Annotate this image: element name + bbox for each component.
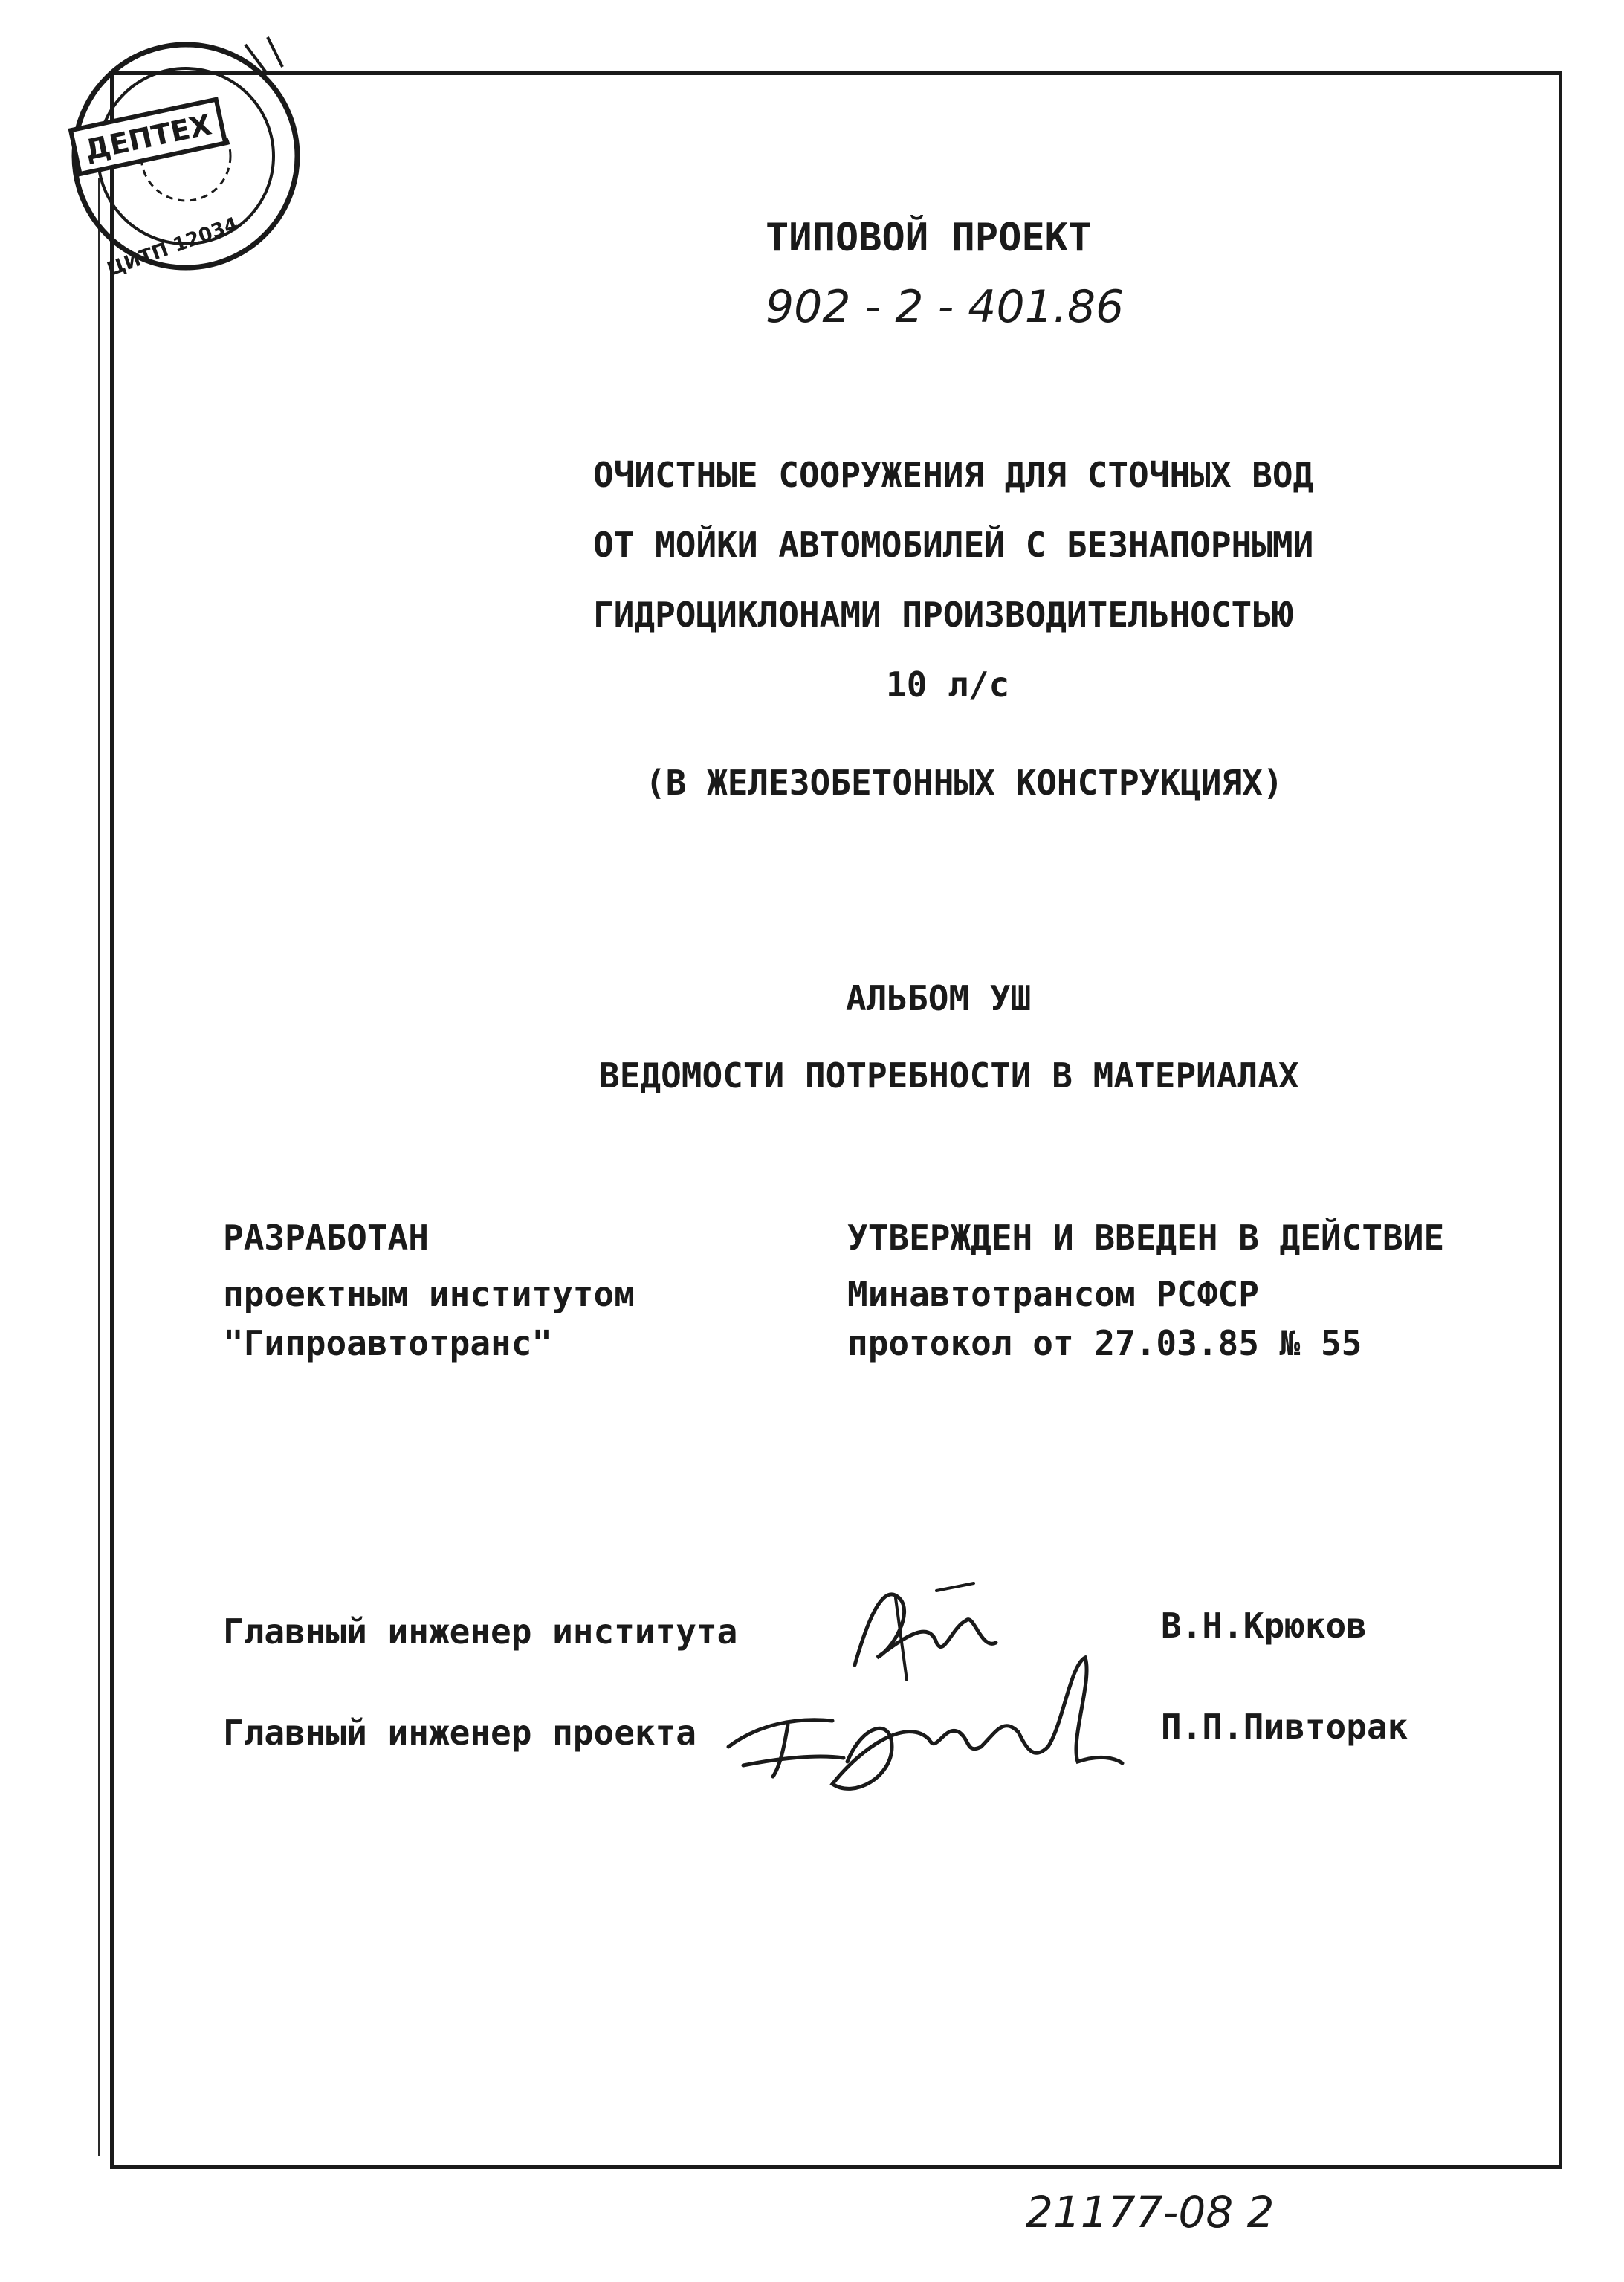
approved-line-1: Минавтотрансом РСФСР	[847, 1274, 1259, 1314]
approved-line-2: протокол от 27.03.85 № 55	[847, 1323, 1362, 1363]
title-line-1: ОЧИСТНЫЕ СООРУЖЕНИЯ ДЛЯ СТОЧНЫХ ВОД	[593, 455, 1314, 495]
stamp-text-top: ДЕПТЕХ	[82, 108, 215, 167]
album-label: АЛЬБОМ УШ	[846, 978, 1032, 1018]
developed-line-1: проектным институтом	[223, 1274, 635, 1314]
signature-scribble-2	[714, 1635, 1130, 1821]
title-line-3: ГИДРОЦИКЛОНАМИ ПРОИЗВОДИТЕЛЬНОСТЬЮ	[593, 595, 1293, 635]
album-description: ВЕДОМОСТИ ПОТРЕБНОСТИ В МАТЕРИАЛАХ	[599, 1056, 1299, 1096]
approved-heading: УТВЕРЖДЕН И ВВЕДЕН В ДЕЙСТВИЕ	[847, 1218, 1445, 1258]
developed-heading: РАЗРАБОТАН	[223, 1218, 429, 1258]
inventory-number: 21177-08 2	[1026, 2187, 1275, 2237]
frame-left-rule	[98, 178, 100, 2156]
project-label: ТИПОВОЙ ПРОЕКТ	[766, 216, 1092, 260]
signature-role-1: Главный инженер института	[223, 1612, 738, 1652]
title-line-2: ОТ МОЙКИ АВТОМОБИЛЕЙ С БЕЗНАПОРНЫМИ	[593, 525, 1314, 565]
title-line-4: 10 л/с	[886, 665, 1010, 705]
title-subtitle: (В ЖЕЛЕЗОБЕТОННЫХ КОНСТРУКЦИЯХ)	[645, 763, 1284, 803]
signature-name-2: П.П.Пивторак	[1161, 1707, 1408, 1747]
seal-stamp	[45, 30, 305, 282]
developed-line-2: "Гипроавтотранс"	[223, 1323, 553, 1363]
signature-name-1: В.Н.Крюков	[1161, 1606, 1367, 1646]
signature-role-2: Главный инженер проекта	[223, 1713, 696, 1753]
page-frame	[110, 71, 1562, 2169]
stamp-text-bottom: ЦИТП 12034	[104, 213, 242, 282]
project-number: 902 - 2 - 401.86	[766, 281, 1125, 333]
